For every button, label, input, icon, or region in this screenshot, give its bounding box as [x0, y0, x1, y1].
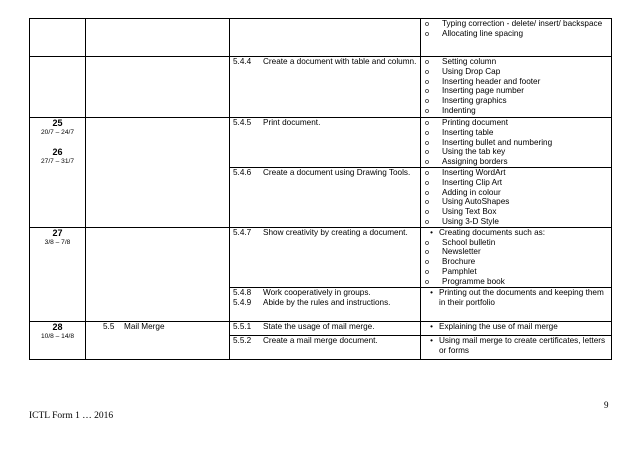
week-dates: 10/8 – 14/8	[41, 332, 74, 340]
learning-outcome-cell	[230, 118, 421, 168]
list-item: o Adding in colour	[438, 188, 608, 198]
lo-text: Print document.	[263, 118, 321, 127]
list-item: o Printing document	[438, 118, 608, 128]
list-item: o Newsletter	[438, 247, 608, 257]
list-item: o Pamphlet	[438, 267, 608, 277]
lo-text: Show creativity by creating a document.	[263, 227, 408, 237]
list-item: o Brochure	[438, 257, 608, 267]
learning-outcome-cell	[230, 168, 421, 228]
topic-cell	[86, 118, 230, 228]
list-item: o Setting column	[438, 57, 608, 67]
list-item: o Assigning borders	[438, 157, 608, 167]
activities-cell	[421, 227, 612, 287]
footer-label: ICTL Form 1 … 2016	[29, 411, 114, 421]
bullet-item: • Creating documents such as:	[430, 227, 546, 237]
topic-number: 5.5	[103, 321, 115, 331]
list-item: o Typing correction - delete/ insert/ backspace	[438, 19, 608, 29]
activities-cell	[421, 168, 612, 228]
list-item: o Inserting Clip Art	[438, 178, 608, 188]
week-number: 27	[52, 227, 63, 238]
lo-text: Create a mail merge document.	[263, 335, 378, 345]
lo-number: 5.4.9	[233, 297, 252, 307]
lo-number: 5.4.5	[233, 118, 252, 127]
list-item: o Programme book	[438, 277, 608, 287]
lesson-plan-table	[29, 18, 612, 360]
table-row	[30, 321, 612, 335]
week-dates: 20/7 – 24/7	[41, 129, 74, 136]
activity-list	[424, 118, 608, 167]
activities-cell	[421, 19, 612, 57]
list-item: o Inserting table	[438, 128, 608, 138]
list-item: o Inserting bullet and numbering	[438, 138, 608, 148]
list-item: o Using 3-D Style	[438, 217, 608, 227]
week-number: 28	[52, 321, 63, 332]
bullet-item: • Printing out the documents and keeping them in their portfolio	[430, 287, 604, 307]
week-cell	[30, 118, 86, 228]
week-number: 25	[52, 118, 63, 128]
bullet-item: • Using mail merge to create certificates, letters or forms	[430, 335, 606, 355]
activities-cell	[421, 321, 612, 335]
activities-cell	[421, 118, 612, 168]
bullet-item: • Explaining the use of mail merge	[430, 321, 558, 331]
list-item: o Using AutoShapes	[438, 197, 608, 207]
list-item: o Inserting page number	[438, 86, 608, 96]
list-item: o Allocating line spacing	[438, 29, 608, 39]
lo-number: 5.5.1	[233, 321, 252, 331]
lo-number: 5.4.6	[233, 168, 252, 177]
topic-title: Mail Merge	[124, 321, 165, 331]
activities-cell	[421, 335, 612, 359]
week-dates: 27/7 – 31/7	[41, 158, 74, 165]
topic-cell	[86, 57, 230, 118]
list-item: o Inserting header and footer	[438, 77, 608, 87]
week-cell	[30, 57, 86, 118]
activity-list	[424, 168, 608, 227]
learning-outcome-cell	[230, 321, 421, 335]
topic-cell	[86, 321, 230, 359]
list-item: o School bulletin	[438, 238, 608, 248]
lo-number: 5.4.8	[233, 287, 252, 297]
page-number: 9	[604, 400, 609, 410]
list-item: o Inserting WordArt	[438, 168, 608, 178]
list-item: o Using Drop Cap	[438, 67, 608, 77]
activities-cell	[421, 287, 612, 321]
lo-text: Create a document using Drawing Tools.	[263, 168, 411, 177]
learning-outcome-cell	[230, 287, 421, 321]
lo-number: 5.5.2	[233, 335, 252, 345]
learning-outcome-cell	[230, 19, 421, 57]
activity-list	[424, 19, 608, 39]
learning-outcome-cell	[230, 57, 421, 118]
activities-cell	[421, 57, 612, 118]
topic-cell	[86, 19, 230, 57]
table-row	[30, 118, 612, 168]
week-cell	[30, 227, 86, 321]
topic-cell	[86, 227, 230, 321]
table-row	[30, 57, 612, 118]
week-cell	[30, 19, 86, 57]
list-item: o Indenting	[438, 106, 608, 116]
lo-text: Abide by the rules and instructions.	[263, 297, 391, 307]
lo-text: State the usage of mail merge.	[263, 321, 375, 331]
learning-outcome-cell	[230, 335, 421, 359]
learning-outcome-cell	[230, 227, 421, 287]
week-number: 26	[52, 147, 63, 157]
list-item: o Using the tab key	[438, 147, 608, 157]
week-cell	[30, 321, 86, 359]
lo-text: Create a document with table and column.	[263, 57, 417, 66]
lo-text: Work cooperatively in groups.	[263, 287, 371, 297]
list-item: o Inserting graphics	[438, 96, 608, 106]
lo-number: 5.4.7	[233, 227, 252, 237]
activity-list	[424, 57, 608, 116]
table-row	[30, 19, 612, 57]
week-dates: 3/8 – 7/8	[44, 238, 71, 246]
activity-list	[424, 238, 608, 287]
table-row	[30, 227, 612, 287]
lo-number: 5.4.4	[233, 57, 252, 66]
list-item: o Using Text Box	[438, 207, 608, 217]
